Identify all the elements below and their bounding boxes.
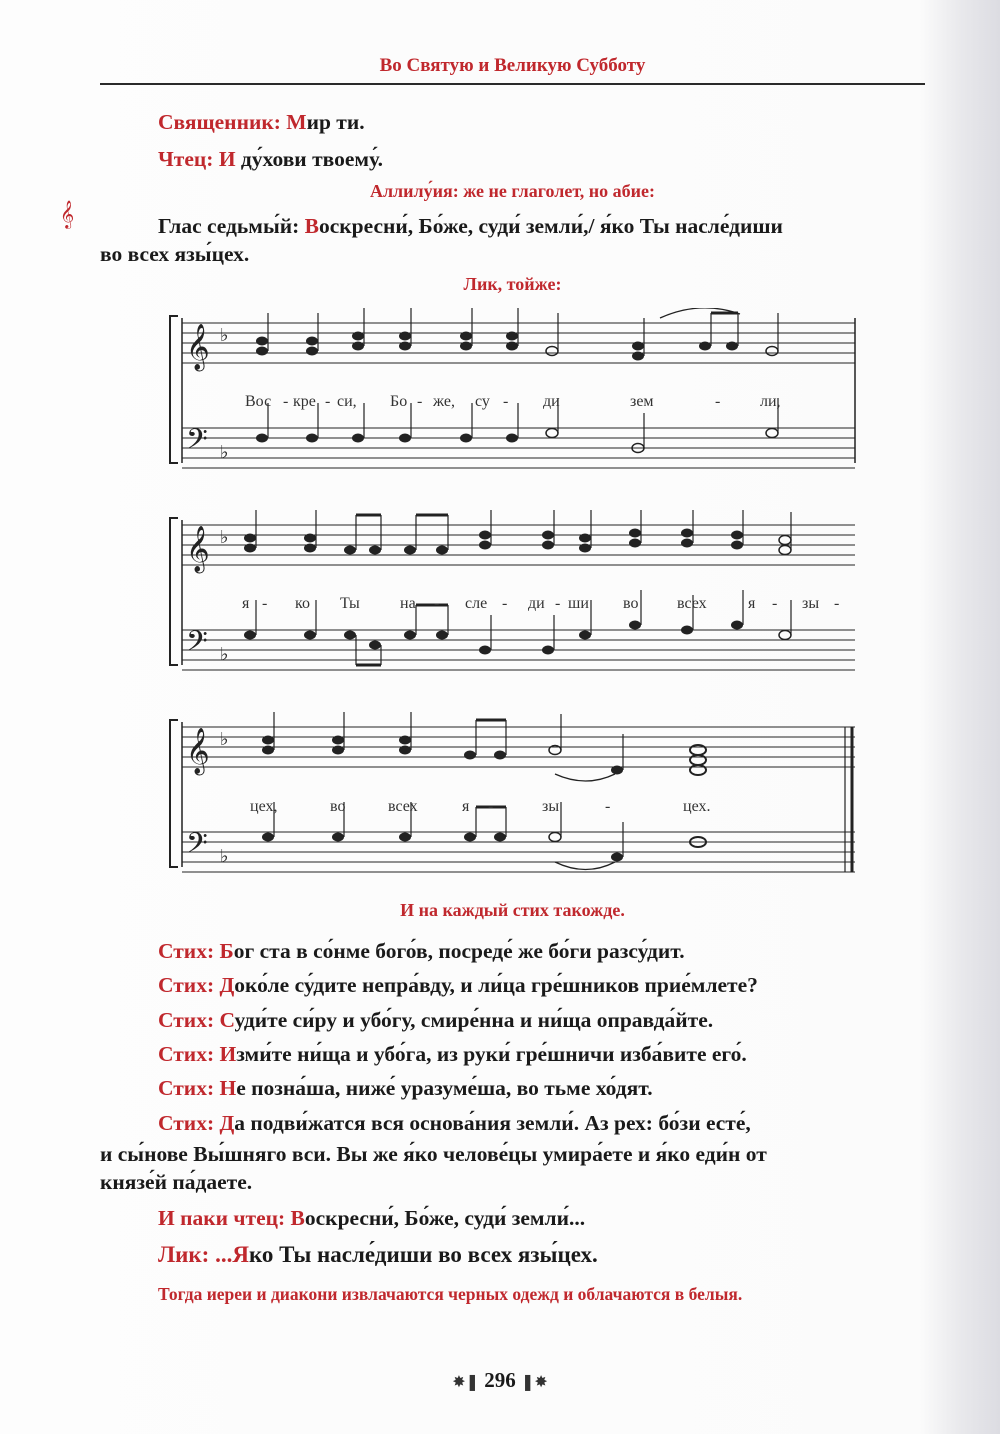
red-initial: И (218, 147, 236, 171)
verse-line: Стих: Да подви́жатся вся основа́ния земли́. Аз рех: бо́зи есте́, (158, 1111, 751, 1135)
reader-line (100, 145, 983, 174)
reader-again-line: И паки чтец: Воскресни́, Бо́же, суди́ земли́... (158, 1206, 586, 1230)
svg-text:𝄢: 𝄢 (186, 827, 208, 867)
svg-text:𝄞: 𝄞 (186, 728, 210, 774)
svg-text:𝄢: 𝄢 (186, 423, 208, 463)
line-text: ду́хови твоему́. (235, 147, 384, 171)
verse-line: Стих: Доко́ле су́дите непра́вду, и ли́ца гре́шников прие́млете? (158, 973, 758, 997)
page-number: ✸❚ 296 ❚✸ (452, 1368, 548, 1392)
red-initial: М (286, 110, 307, 134)
each-verse-rubric: И на каждый стих такожде. (400, 900, 625, 920)
tone-line-1 (100, 212, 983, 241)
header-rule (100, 83, 925, 85)
staff-system-3 (160, 712, 860, 877)
music-system-1: 𝄞 ♭ 𝄢 ♭ Вос - кре - си, Бо - же, су - ди зем - ли, (160, 308, 860, 473)
svg-text:♭: ♭ (220, 442, 229, 463)
svg-text:𝄞: 𝄞 (186, 526, 210, 572)
svg-text:♭: ♭ (220, 527, 229, 548)
lik-rubric: Лик, тойже: (463, 274, 562, 294)
verse-line: Стих: Изми́те ни́ща и убо́га, из руки́ гре́шничи изба́вите его́. (158, 1042, 747, 1066)
svg-text:𝄞: 𝄞 (186, 324, 210, 370)
ornament-left-icon: ✸❚ (452, 1372, 479, 1391)
svg-text:♭: ♭ (220, 325, 229, 346)
line-text: ир ти. (306, 110, 365, 134)
svg-text:♭: ♭ (220, 644, 229, 665)
speaker-label: Священник: (158, 110, 287, 134)
line-text: оскресни́, Бо́же, суди́ земли́,/ я́ко Ты насле́диши (319, 214, 783, 238)
verse-continuation: князе́й па́даете. (100, 1170, 253, 1194)
svg-text:𝄢: 𝄢 (186, 625, 208, 665)
tone-label: Глас седьмы́й: (158, 214, 305, 238)
lik-final-line: Лик: ...Яко Ты насле́диши во всех язы́цех. (158, 1242, 598, 1267)
speaker-label: Чтец: (158, 147, 219, 171)
staff-system-2 (160, 510, 860, 675)
verse-line: Стих: Суди́те си́ру и убо́гу, смире́нна и ни́ща оправда́йте. (158, 1008, 714, 1032)
alleluia-rubric: Аллилу́ия: же не глаголет, но абие: (369, 181, 656, 201)
svg-text:♭: ♭ (220, 729, 229, 750)
music-system-2: 𝄞 ♭ 𝄢 ♭ я - ко Ты на - сле - ди - ши во всех я - зы - (160, 510, 860, 675)
running-header: Во Святую и Великую Субботу (379, 55, 646, 76)
tone-line-2: во всех язы́цех. (100, 242, 250, 266)
staff-system-1 (160, 308, 860, 473)
closing-rubric: Тогда иереи и диакони извлачаются черных одежд и облачаются в белыя. (158, 1284, 743, 1304)
music-system-3: 𝄞 ♭ 𝄢 ♭ цех, во всех я - зы - цех. (160, 712, 860, 877)
verse-line: Стих: Не позна́ша, ниже́ уразуме́ша, во тьме хо́дят. (158, 1076, 653, 1100)
ornament-right-icon: ❚✸ (521, 1372, 548, 1391)
svg-text:♭: ♭ (220, 846, 229, 867)
red-initial: В (304, 214, 319, 238)
treble-clef-icon: 𝄞 (60, 200, 75, 228)
priest-line (100, 108, 983, 137)
verse-line: Стих: Бог ста в со́нме бого́в, посреде́ же бо́ги разсу́дит. (158, 939, 685, 963)
verse-continuation: и сы́нове Вы́шняго вси. Вы же я́ко челове́цы умира́ете и я́ко еди́н от (100, 1142, 767, 1166)
